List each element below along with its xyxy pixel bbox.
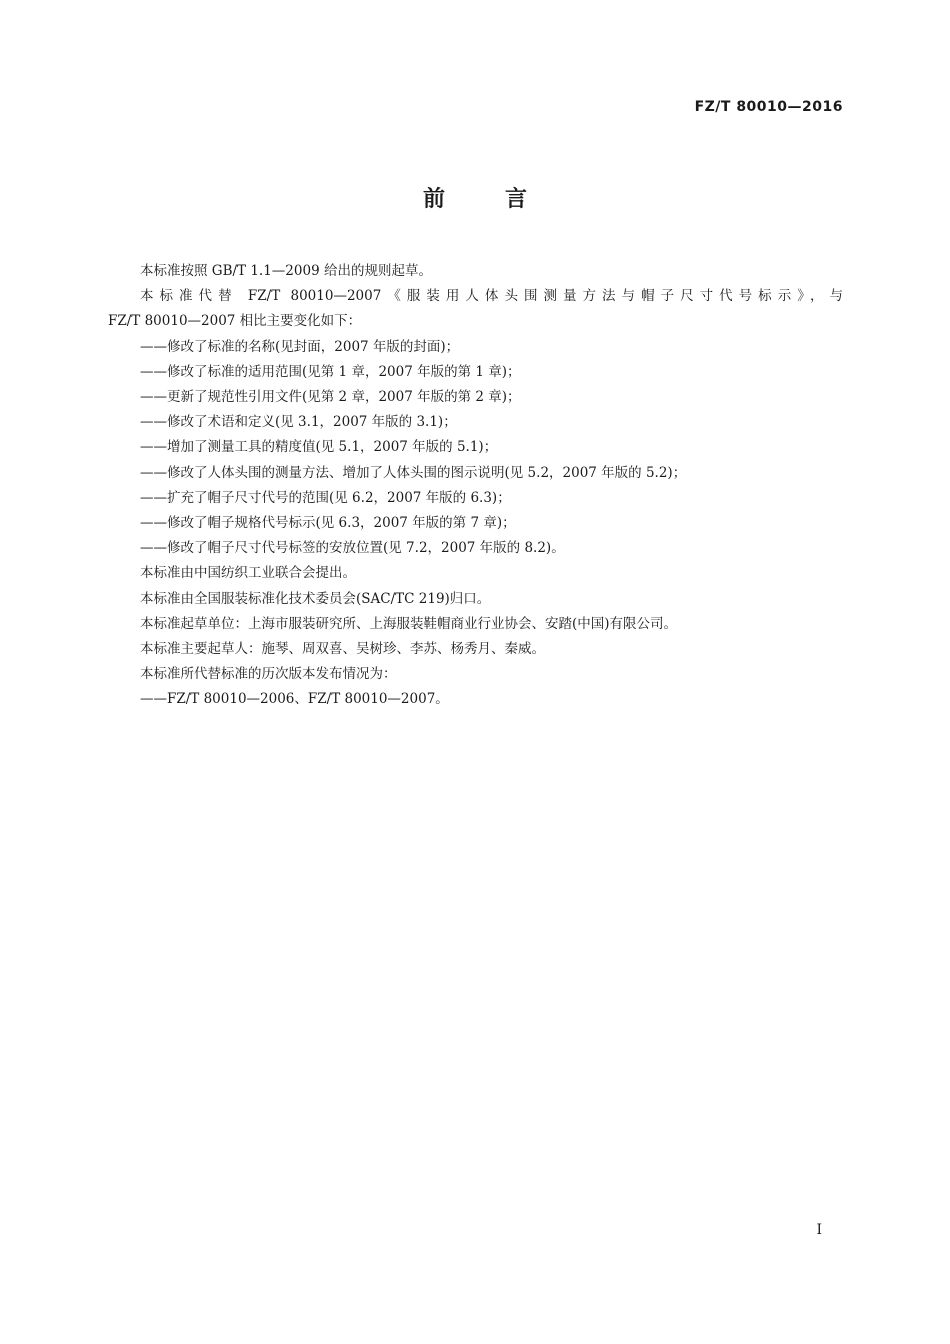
paragraph-replaces: 本标准代替 FZ/T 80010—2007《服装用人体头围测量方法与帽子尺寸代号标示》，与: [140, 288, 843, 305]
page-number: I: [816, 1222, 822, 1238]
paragraph-replaces-continued: FZ/T 80010—2007 相比主要变化如下：: [108, 313, 362, 330]
change-item: ——修改了标准的适用范围(见第 1 章，2007 年版的第 1 章)；: [140, 363, 521, 380]
change-item: ——修改了人体头围的测量方法、增加了人体头围的图示说明(见 5.2，2007 年版的 5.2)；: [140, 464, 687, 481]
foreword-body: [108, 259, 843, 713]
previous-edition-item: ——FZ/T 80010—2006、FZ/T 80010—2007。: [140, 691, 449, 708]
paragraph-proposed-by: 本标准由中国纺织工业联合会提出。: [140, 565, 356, 582]
paragraph-drafting-units: 本标准起草单位：上海市服装研究所、上海服装鞋帽商业行业协会、安踏(中国)有限公司。: [140, 615, 678, 632]
change-item: ——增加了测量工具的精度值(见 5.1，2007 年版的 5.1)；: [140, 439, 498, 456]
change-item: ——更新了规范性引用文件(见第 2 章，2007 年版的第 2 章)；: [140, 389, 521, 406]
page-title: 前言: [422, 187, 587, 212]
change-item: ——扩充了帽子尺寸代号的范围(见 6.2，2007 年版的 6.3)；: [140, 489, 511, 506]
change-item: ——修改了标准的名称(见封面，2007 年版的封面)；: [140, 338, 460, 355]
paragraph-drafting-rules: 本标准按照 GB/T 1.1—2009 给出的规则起草。: [140, 263, 432, 279]
standard-code-header: FZ/T 80010—2016: [694, 99, 843, 115]
change-item: ——修改了帽子规格代号标示(见 6.3，2007 年版的第 7 章)；: [140, 515, 516, 532]
paragraph-centralized-by: 本标准由全国服装标准化技术委员会(SAC/TC 219)归口。: [140, 590, 491, 607]
change-item: ——修改了术语和定义(见 3.1，2007 年版的 3.1)；: [140, 414, 457, 431]
paragraph-previous-editions: 本标准所代替标准的历次版本发布情况为：: [140, 666, 397, 683]
change-item: ——修改了帽子尺寸代号标签的安放位置(见 7.2，2007 年版的 8.2)。: [140, 540, 565, 557]
paragraph-drafters: 本标准主要起草人：施琴、周双喜、吴树珍、李苏、杨秀月、秦威。: [140, 641, 545, 658]
